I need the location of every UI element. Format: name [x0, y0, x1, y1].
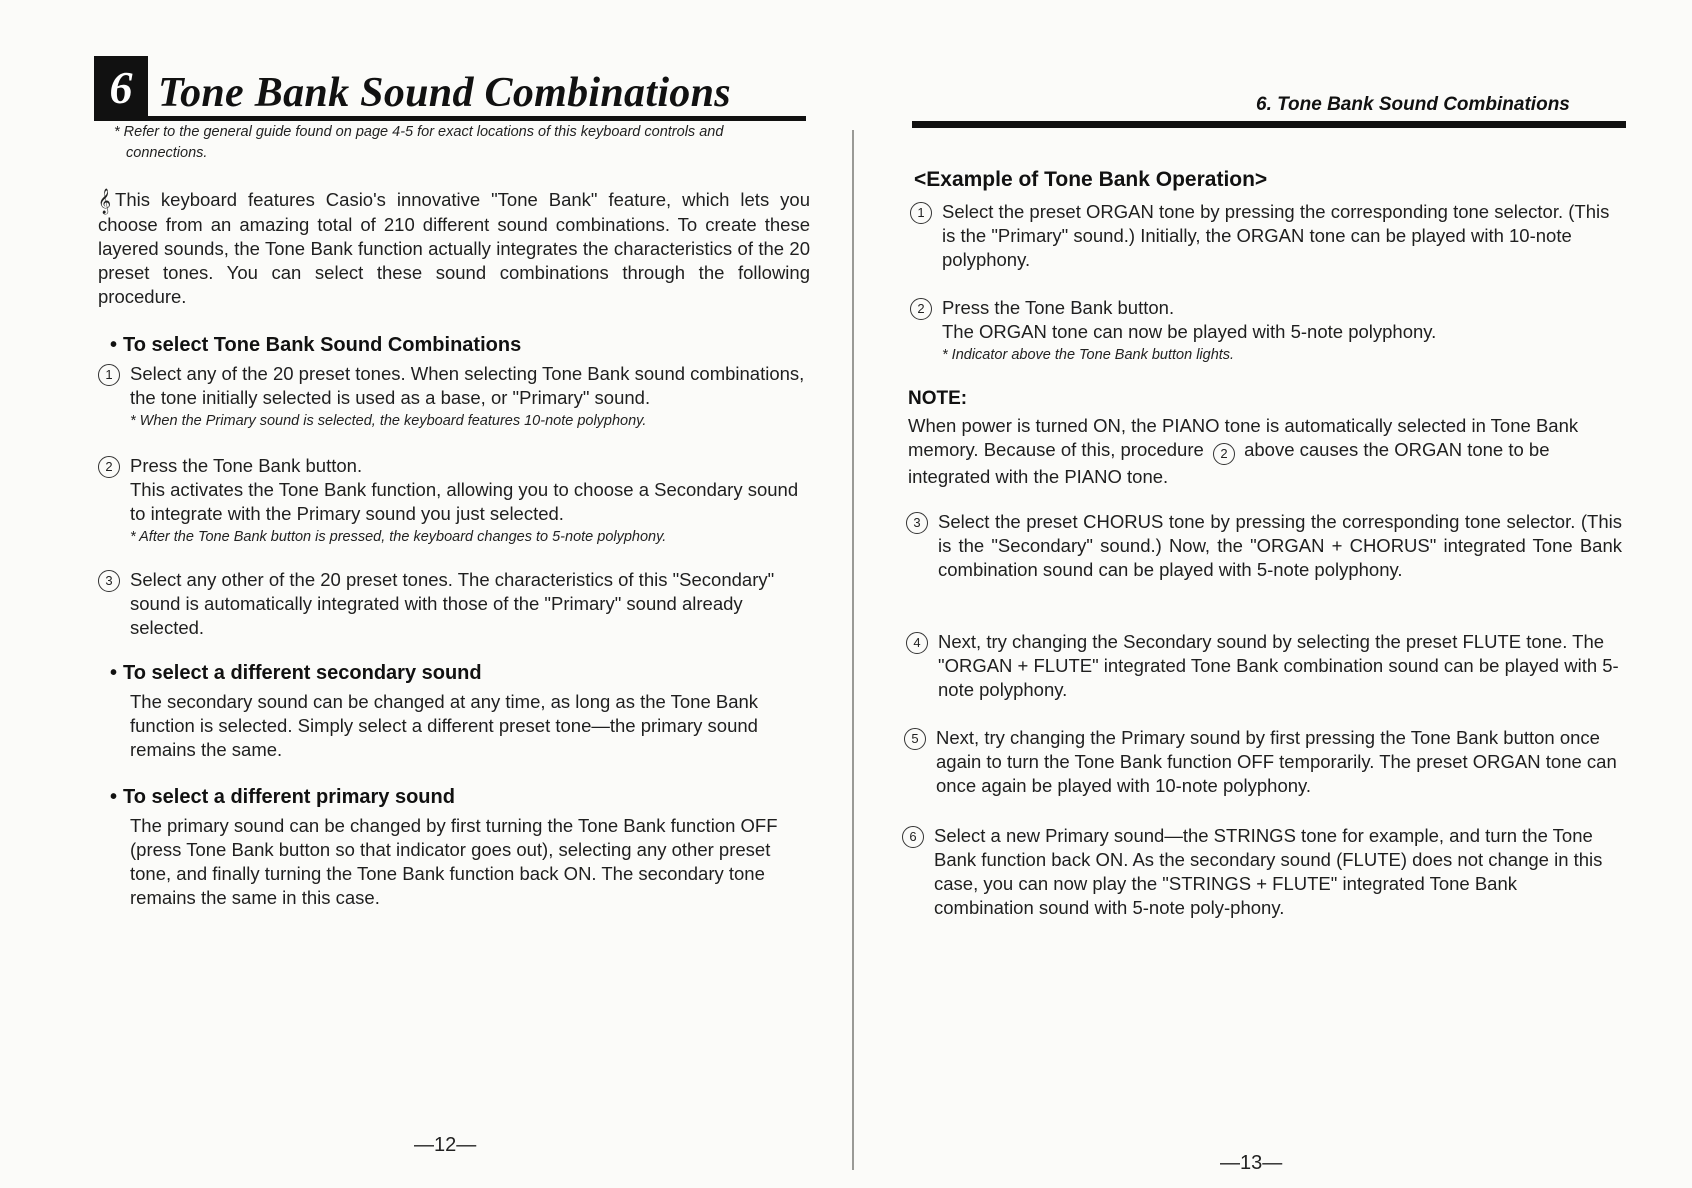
step-text-line1: Press the Tone Bank button. [130, 455, 363, 476]
bullet-icon: • [110, 662, 118, 684]
page-fold [852, 130, 854, 1170]
step-number: 5 [904, 728, 926, 750]
chapter-title [94, 56, 806, 118]
step-number: 2 [98, 456, 120, 478]
section3-heading [110, 784, 455, 810]
example-step-6 [902, 824, 1618, 920]
refer-note-line1: * Refer to the general guide found on page 4-5 for exact locations of this keyboard controls and [114, 124, 724, 140]
step-number: 1 [910, 202, 932, 224]
step-note: * After the Tone Bank button is pressed, the keyboard changes to 5-note polyphony. [130, 529, 667, 545]
step-text: Select any other of the 20 preset tones. The characteristics of this "Secondary" sound is automatically integrated with those of the "Primary" sound already selected. [130, 569, 775, 638]
section2-heading [110, 660, 482, 686]
treble-clef-icon: 𝄞 [98, 189, 112, 214]
page-number: —12— [414, 1134, 477, 1156]
page-number-right: —13— [1220, 1152, 1283, 1174]
step-number: 3 [906, 512, 928, 534]
step-body [942, 296, 1624, 366]
intro-paragraph [98, 188, 810, 309]
refer-note-line2: connections. [126, 145, 208, 161]
example-step-2 [910, 296, 1624, 366]
note-step-ref: 2 [1213, 443, 1235, 465]
example-title: <Example of Tone Bank Operation> [914, 168, 1268, 191]
section2-text: The secondary sound can be changed at any time, as long as the Tone Bank function is selected. Simply select a different preset tone—the primary sound remains the same. [130, 691, 759, 760]
step-text-line2: The ORGAN tone can now be played with 5-note polyphony. [942, 321, 1437, 342]
step-number: 1 [98, 364, 120, 386]
note-heading: NOTE: [908, 388, 968, 409]
step-3 [98, 568, 810, 640]
step-body [130, 454, 810, 548]
step-text: Next, try changing the Primary sound by first pressing the Tone Bank button once again to turn the Tone Bank function OFF temporarily. The preset ORGAN tone can once again be played with 10-note polyphony. [936, 727, 1617, 796]
intro-text: This keyboard features Casio's innovative "Tone Bank" feature, which lets you choose from an amazing total of 210 different sound combinations. To create these layered sounds, the Tone Bank function actually integrates the characteristics of the 20 preset tones. You can select these sound combinations through the following procedure. [98, 189, 810, 307]
section3-heading-text: To select a different primary sound [123, 786, 455, 808]
example-step-3 [906, 510, 1622, 582]
section1-heading-text: To select Tone Bank Sound Combinations [123, 334, 522, 356]
step-1 [98, 362, 810, 432]
step-note: * Indicator above the Tone Bank button lights. [942, 347, 1235, 363]
title-rule [94, 116, 806, 121]
step-note: * When the Primary sound is selected, the keyboard features 10-note polyphony. [130, 413, 647, 429]
step-number: 4 [906, 632, 928, 654]
step-text-line2: This activates the Tone Bank function, allowing you to choose a Secondary sound to integrate with the Primary sound you just selected. [130, 479, 799, 524]
example-step-4 [906, 630, 1622, 702]
bullet-icon: • [110, 334, 118, 356]
step-text: Next, try changing the Secondary sound by selecting the preset FLUTE tone. The "ORGAN + FLUTE" integrated Tone Bank combination sound can be played with 5-note polyphony. [938, 631, 1619, 700]
section1-heading [110, 332, 521, 358]
example-step-5 [904, 726, 1620, 798]
running-header: 6. Tone Bank Sound Combinations [1256, 94, 1570, 115]
step-number: 6 [902, 826, 924, 848]
step-text: Select a new Primary sound—the STRINGS tone for example, and turn the Tone Bank function back ON. As the secondary sound (FLUTE) does not change in this case, you can now play the "STRINGS + FLUTE" integrated Tone Bank combination sound with 5-note poly-phony. [934, 825, 1603, 918]
section3-text: The primary sound can be changed by first turning the Tone Bank function OFF (press Tone Bank button so that indicator goes out), selecting any other preset tone, and finally turning the Tone Bank function back ON. The secondary tone remains the same in this case. [130, 815, 778, 908]
section2-heading-text: To select a different secondary sound [123, 662, 482, 684]
note-text-before: When power is turned ON, the PIANO tone is automatically selected in Tone Bank memory. Because of this, procedure [908, 415, 1579, 460]
step-number: 2 [910, 298, 932, 320]
step-text: Select the preset CHORUS tone by pressing the corresponding tone selector. (This is the "Secondary" sound.) Now, the "ORGAN + CHORUS" integrated Tone Bank combination sound can be played with 5-note polyphony. [938, 511, 1622, 580]
step-text: Select any of the 20 preset tones. When selecting Tone Bank sound combinations, the tone initially selected is used as a base, or "Primary" sound. [130, 363, 805, 408]
chapter-number-badge: 6 [94, 56, 148, 118]
step-number: 3 [98, 570, 120, 592]
note-paragraph [908, 414, 1624, 489]
step-text-line1: Press the Tone Bank button. [942, 297, 1175, 318]
page-title: Tone Bank Sound Combinations [158, 70, 731, 116]
example-step-1 [910, 200, 1624, 272]
bullet-icon: • [110, 786, 118, 808]
step-text: Select the preset ORGAN tone by pressing the corresponding tone selector. (This is the "Primary" sound.) Initially, the ORGAN tone can be played with 10-note polyphony. [942, 201, 1610, 270]
header-rule [912, 121, 1626, 128]
note-text-after: above causes the ORGAN tone to be integrated with the PIANO tone. [908, 439, 1550, 487]
step-body [130, 362, 810, 432]
step-2 [98, 454, 810, 548]
